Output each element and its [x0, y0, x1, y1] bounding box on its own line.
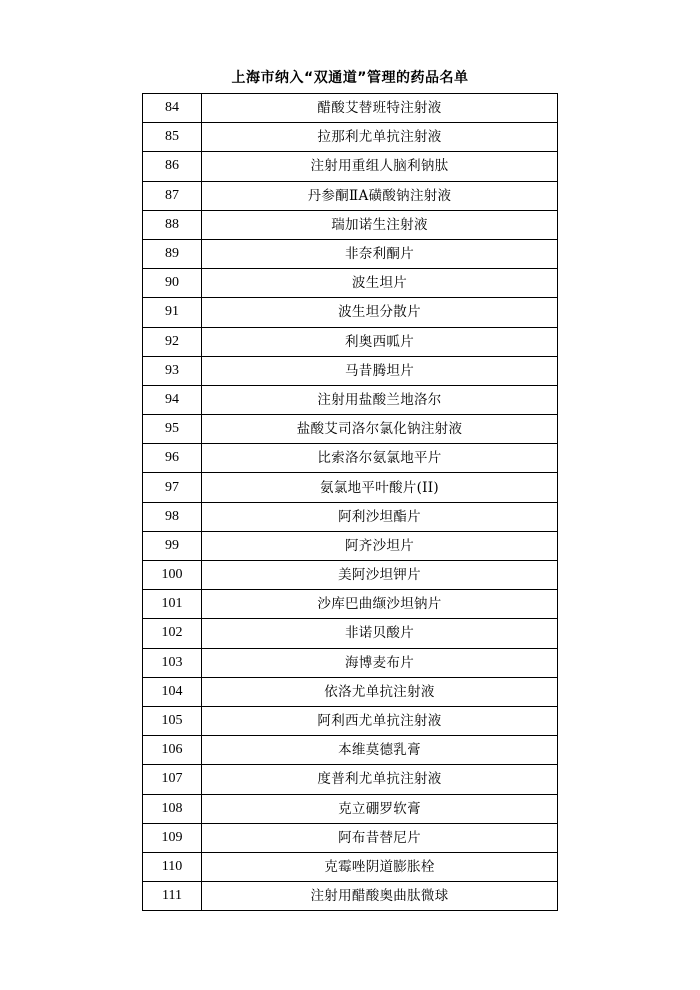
- table-row: [143, 823, 558, 852]
- table-row: [143, 794, 558, 823]
- row-number-cell: 103: [143, 648, 202, 677]
- table-row: [143, 882, 558, 911]
- row-number-cell: 87: [143, 181, 202, 210]
- drug-name-cell: 海博麦布片: [202, 648, 558, 677]
- drug-name-cell: 沙库巴曲缬沙坦钠片: [202, 590, 558, 619]
- drug-name-cell: 波生坦分散片: [202, 298, 558, 327]
- row-number-cell: 94: [143, 385, 202, 414]
- row-number-cell: 110: [143, 852, 202, 881]
- row-number-cell: 98: [143, 502, 202, 531]
- drug-name-cell: 非诺贝酸片: [202, 619, 558, 648]
- drug-name-cell: 拉那利尤单抗注射液: [202, 123, 558, 152]
- table-row: [143, 444, 558, 473]
- row-number-cell: 95: [143, 415, 202, 444]
- drug-name-cell: 阿利沙坦酯片: [202, 502, 558, 531]
- drug-name-cell: 阿利西尤单抗注射液: [202, 706, 558, 735]
- row-number-cell: 85: [143, 123, 202, 152]
- table-row: [143, 152, 558, 181]
- table-row: [143, 356, 558, 385]
- row-number-cell: 100: [143, 561, 202, 590]
- table-row: [143, 269, 558, 298]
- row-number-cell: 88: [143, 210, 202, 239]
- row-number-cell: 101: [143, 590, 202, 619]
- table-row: [143, 531, 558, 560]
- table-row: [143, 473, 558, 502]
- row-number-cell: 90: [143, 269, 202, 298]
- drug-name-cell: 利奥西呱片: [202, 327, 558, 356]
- drug-name-cell: 度普利尤单抗注射液: [202, 765, 558, 794]
- table-row: [143, 677, 558, 706]
- drug-name-cell: 比索洛尔氨氯地平片: [202, 444, 558, 473]
- drug-list-table: [142, 93, 558, 911]
- row-number-cell: 99: [143, 531, 202, 560]
- row-number-cell: 89: [143, 239, 202, 268]
- table-row: [143, 327, 558, 356]
- drug-list-body: [143, 94, 558, 911]
- row-number-cell: 111: [143, 882, 202, 911]
- row-number-cell: 93: [143, 356, 202, 385]
- table-row: [143, 561, 558, 590]
- drug-name-cell: 醋酸艾替班特注射液: [202, 94, 558, 123]
- row-number-cell: 102: [143, 619, 202, 648]
- table-row: [143, 123, 558, 152]
- drug-name-cell: 丹参酮ⅡA磺酸钠注射液: [202, 181, 558, 210]
- drug-name-cell: 波生坦片: [202, 269, 558, 298]
- row-number-cell: 86: [143, 152, 202, 181]
- drug-name-cell: 氨氯地平叶酸片(II): [202, 473, 558, 502]
- row-number-cell: 107: [143, 765, 202, 794]
- row-number-cell: 84: [143, 94, 202, 123]
- row-number-cell: 104: [143, 677, 202, 706]
- row-number-cell: 91: [143, 298, 202, 327]
- table-row: [143, 736, 558, 765]
- drug-name-cell: 克立硼罗软膏: [202, 794, 558, 823]
- row-number-cell: 97: [143, 473, 202, 502]
- drug-name-cell: 美阿沙坦钾片: [202, 561, 558, 590]
- drug-name-cell: 阿布昔替尼片: [202, 823, 558, 852]
- table-row: [143, 706, 558, 735]
- table-row: [143, 648, 558, 677]
- row-number-cell: 105: [143, 706, 202, 735]
- row-number-cell: 108: [143, 794, 202, 823]
- table-row: [143, 619, 558, 648]
- drug-name-cell: 盐酸艾司洛尔氯化钠注射液: [202, 415, 558, 444]
- drug-name-cell: 克霉唑阴道膨胀栓: [202, 852, 558, 881]
- table-row: [143, 590, 558, 619]
- drug-name-cell: 注射用盐酸兰地洛尔: [202, 385, 558, 414]
- table-row: [143, 502, 558, 531]
- row-number-cell: 92: [143, 327, 202, 356]
- drug-name-cell: 阿齐沙坦片: [202, 531, 558, 560]
- drug-name-cell: 马昔腾坦片: [202, 356, 558, 385]
- table-row: [143, 415, 558, 444]
- page-title: 上海市纳入“双通道”管理的药品名单: [231, 70, 469, 86]
- table-row: [143, 239, 558, 268]
- drug-name-cell: 注射用醋酸奥曲肽微球: [202, 882, 558, 911]
- row-number-cell: 109: [143, 823, 202, 852]
- drug-name-cell: 本维莫德乳膏: [202, 736, 558, 765]
- table-row: [143, 181, 558, 210]
- drug-name-cell: 非奈利酮片: [202, 239, 558, 268]
- drug-name-cell: 注射用重组人脑利钠肽: [202, 152, 558, 181]
- table-row: [143, 94, 558, 123]
- table-row: [143, 210, 558, 239]
- row-number-cell: 106: [143, 736, 202, 765]
- row-number-cell: 96: [143, 444, 202, 473]
- table-row: [143, 852, 558, 881]
- drug-name-cell: 瑞加诺生注射液: [202, 210, 558, 239]
- drug-name-cell: 依洛尤单抗注射液: [202, 677, 558, 706]
- table-row: [143, 385, 558, 414]
- table-row: [143, 765, 558, 794]
- table-row: [143, 298, 558, 327]
